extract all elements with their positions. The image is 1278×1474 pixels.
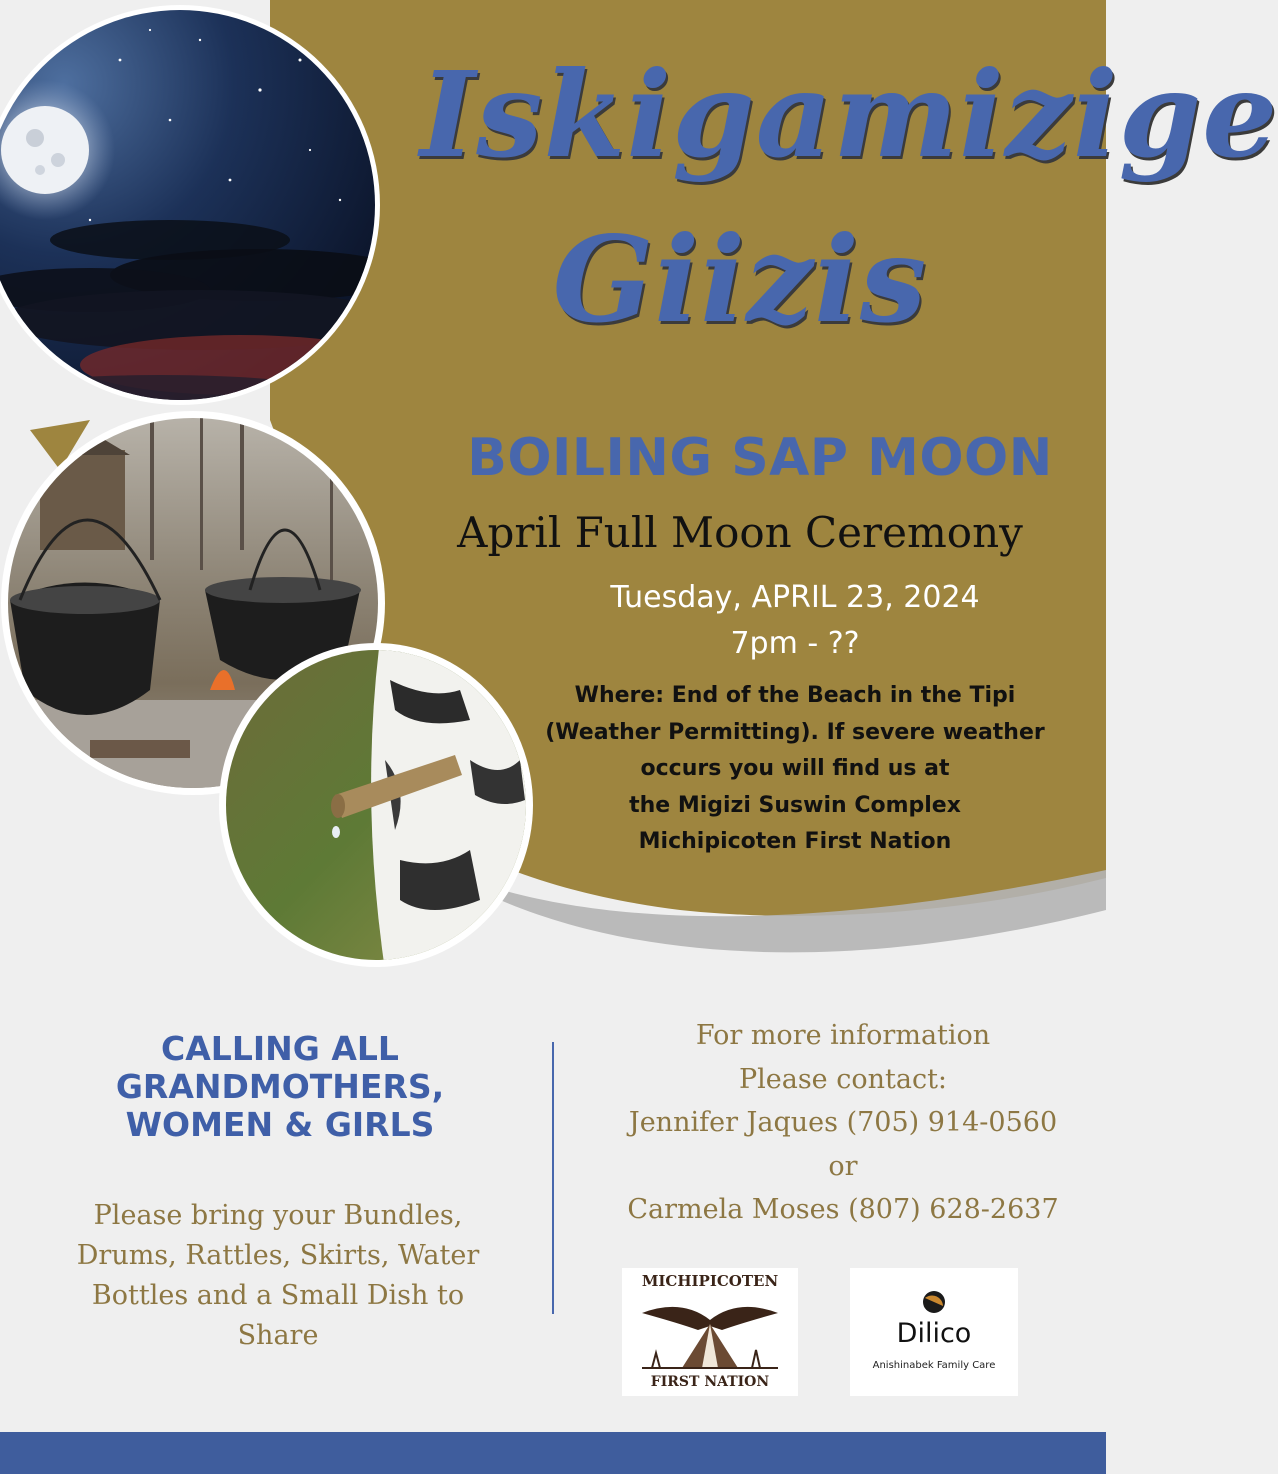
bring-line: Drums, Rattles, Skirts, Water [76,1240,480,1271]
contact-line: or [828,1150,858,1182]
vertical-divider [552,1042,554,1314]
location-line: occurs you will find us at [640,756,950,781]
calling-line: WOMEN & GIRLS [125,1105,435,1144]
calling-line: CALLING ALL [161,1029,399,1068]
dilico-tagline: Anishinabek Family Care [872,1360,996,1371]
ceremony-heading: April Full Moon Ceremony [457,508,1023,557]
contact-line: Carmela Moses (807) 628-2637 [627,1194,1059,1225]
michipicoten-logo [622,1268,798,1396]
contact-line: Jennifer Jaques (705) 914-0560 [628,1107,1058,1138]
title-line-1: Iskigamizige [420,45,1278,184]
bring-line: Please bring your Bundles, [93,1200,463,1231]
event-date: Tuesday, APRIL 23, 2024 [610,580,980,615]
bring-items-text [50,1196,506,1356]
calling-line: GRANDMOTHERS, [115,1067,445,1106]
mfn-logo-bottom-text: FIRST NATION [650,1374,770,1390]
event-time: 7pm - ?? [730,626,860,661]
mfn-logo-top-text: MICHIPICOTEN [641,1272,779,1290]
subtitle: BOILING SAP MOON [467,428,1053,488]
contact-line: For more information [695,1020,991,1051]
event-location [520,678,1070,861]
bring-line: Bottles and a Small Dish to [91,1280,465,1311]
dilico-logo [850,1268,1018,1396]
location-line: the Migizi Suswin Complex [629,792,961,818]
location-line: Where: End of the Beach in the Tipi [574,683,1016,708]
contact-info [600,1014,1086,1232]
bottom-bar [0,1432,1106,1474]
bring-line: Share [237,1320,319,1351]
title-line-2: Giizis [552,210,928,349]
location-line: Michipicoten First Nation [638,829,952,854]
contact-line: Please contact: [738,1063,948,1095]
dilico-name: Dilico [896,1318,972,1349]
calling-heading [60,1030,500,1144]
location-line: (Weather Permitting). If severe weather [545,719,1045,745]
